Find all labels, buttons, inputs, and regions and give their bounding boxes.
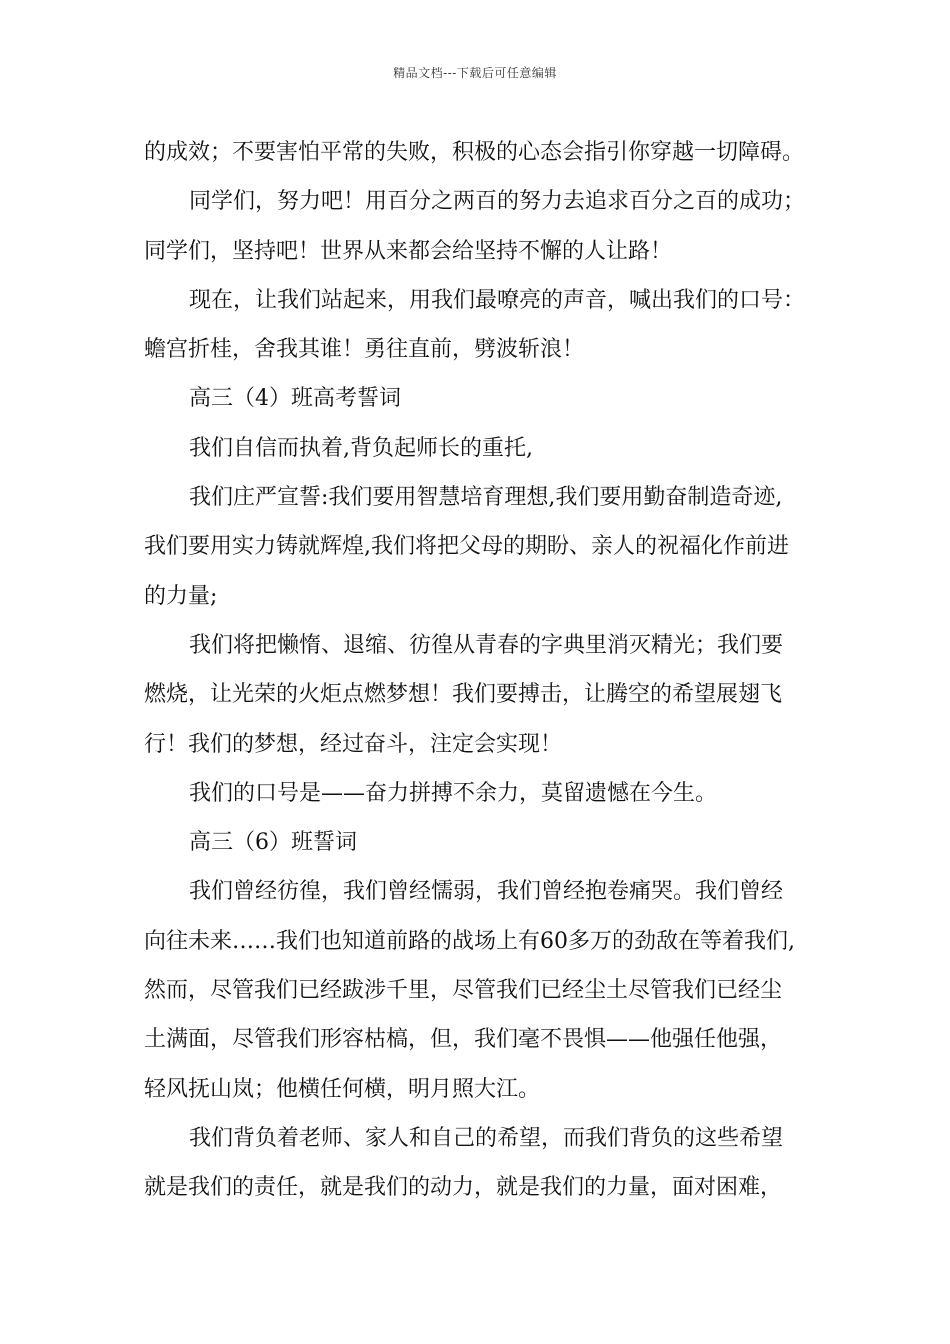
text-line: 我们的口号是——奋力拼搏不余力，莫留遗憾在今生。 xyxy=(189,780,718,806)
section-heading: 高三（6）班誓词 xyxy=(189,830,357,856)
text-line: 我们背负着老师、家人和自己的希望，而我们背负的这些希望 xyxy=(189,1125,784,1151)
page-header: 精品文档---下载后可任意编辑 xyxy=(393,66,557,80)
text-line: 我们自信而执着,背负起师长的重托, xyxy=(189,435,533,461)
text-line: 同学们，努力吧！用百分之两百的努力去追求百分之百的成功； xyxy=(189,189,806,215)
text-line: 土满面，尽管我们形容枯槁，但，我们毫不畏惧——他强任他强， xyxy=(144,1027,783,1053)
text-line: 的力量; xyxy=(144,583,218,609)
text-line: 我们将把懒惰、退缩、彷徨从青春的字典里消灭精光；我们要 xyxy=(189,632,784,658)
text-line: 燃烧，让光荣的火炬点燃梦想！我们要搏击，让腾空的希望展翅飞 xyxy=(144,682,783,708)
text-line: 我们庄严宣誓:我们要用智慧培育理想,我们要用勤奋制造奇迹, xyxy=(189,485,783,511)
text-line: 现在，让我们站起来，用我们最嘹亮的声音，喊出我们的口号： xyxy=(189,287,806,313)
text-line: 然而，尽管我们已经跋涉千里，尽管我们已经尘土尽管我们已经尘 xyxy=(144,978,783,1004)
text-line: 我们要用实力铸就辉煌,我们将把父母的期盼、亲人的祝福化作前进 xyxy=(144,534,789,560)
text-line: 的成效；不要害怕平常的失败，积极的心态会指引你穿越一切障碍。 xyxy=(144,140,805,165)
text-line: 向往未来……我们也知道前路的战场上有60多万的劲敌在等着我们, xyxy=(144,928,795,954)
text-line: 就是我们的责任，就是我们的动力，就是我们的力量，面对困难， xyxy=(144,1175,783,1201)
text-line: 我们曾经彷徨，我们曾经懦弱，我们曾经抱卷痛哭。我们曾经 xyxy=(189,879,784,905)
text-line: 轻风抚山岚；他横任何横，明月照大江。 xyxy=(144,1076,541,1102)
section-heading: 高三（4）班高考誓词 xyxy=(189,386,401,412)
text-line: 蟾宫折桂，舍我其谁！勇往直前，劈波斩浪！ xyxy=(144,337,585,363)
text-line: 行！我们的梦想，经过奋斗，注定会实现！ xyxy=(144,731,563,757)
text-line: 同学们，坚持吧！世界从来都会给坚持不懈的人让路！ xyxy=(144,238,673,264)
document-body xyxy=(144,128,824,1213)
